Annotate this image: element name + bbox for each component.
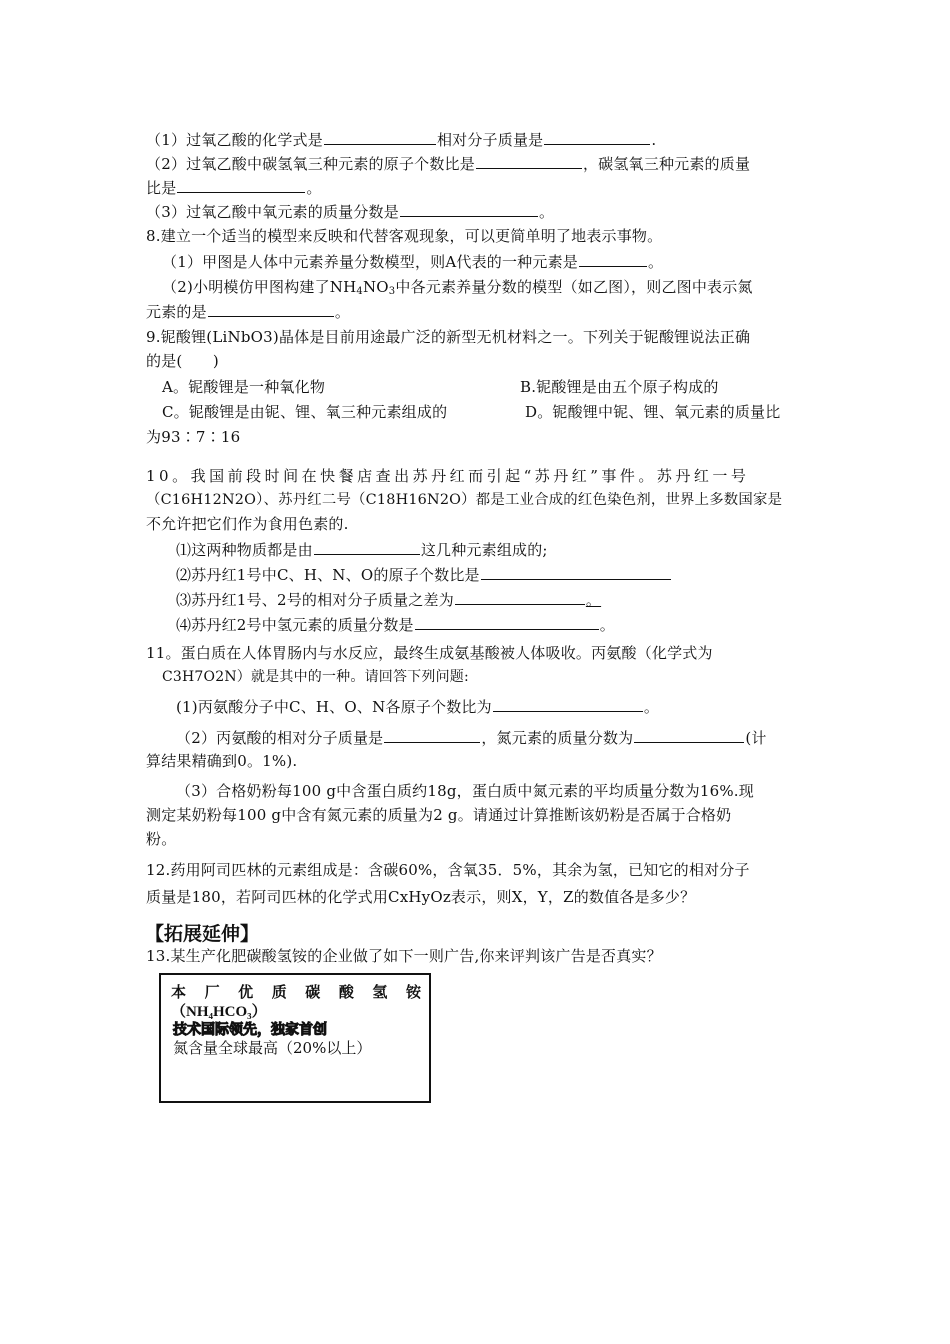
q11-line-5: 测定某奶粉每100 g中含有氮元素的质量为2 g。请通过计算推断该奶粉是否属于合格奶 (146, 806, 732, 824)
q10-stem-2: （C16H12N2O）、苏丹红二号（C18H16N2O）都是工业合成的红色染色剂，世界上多数国家是 (146, 492, 783, 508)
q11-line-6: 粉。 (146, 830, 177, 848)
ad-title-char: 铵 (405, 983, 421, 1001)
answer-blank[interactable] (324, 129, 436, 145)
q9-stem-2: 的是( ) (146, 352, 219, 370)
q11-text: （2）丙氨酸的相对分子质量是 (176, 729, 384, 747)
section-heading: 【拓展延伸】 (145, 923, 260, 945)
q9-option-b: B.铌酸锂是由五个原子构成的 (520, 378, 719, 396)
q12-line-1: 12.药用阿司匹林的元素组成是：含碳60%，含氧35．5%，其余为氢，已知它的相对分子 (146, 861, 750, 879)
q13-stem: 13.某生产化肥碳酸氢铵的企业做了如下一则广告,你来评判该广告是否真实？ (146, 947, 662, 965)
answer-blank[interactable] (208, 301, 334, 317)
q11-stem-1: 11。蛋白质在人体胃肠内与水反应，最终生成氨基酸被人体吸收。丙氨酸（化学式为 (146, 644, 713, 662)
q9-option-c: C。铌酸锂是由铌、锂、氧三种元素组成的 (162, 403, 448, 421)
answer-blank[interactable] (476, 153, 582, 169)
q10-text: ⑶苏丹红1号、2号的相对分子质量之差为 (176, 591, 454, 609)
ad-claim: 氮含量全球最高（20%以上） (173, 1039, 372, 1057)
q11-text: ，氮元素的质量分数为 (481, 729, 634, 747)
ad-formula: （NH₄HCO₃） (171, 1004, 267, 1020)
q10-line-3 (176, 589, 601, 610)
q10-text: 这几种元素组成的; (420, 541, 548, 559)
q8-text: NO (362, 278, 389, 296)
answer-blank[interactable] (400, 201, 538, 217)
q8-line-2 (162, 277, 753, 302)
answer-blank[interactable] (481, 564, 671, 580)
q10-text: ⑷苏丹红2号中氢元素的质量分数是 (176, 616, 414, 634)
q7-text: 。 (538, 203, 555, 221)
q9-stem-1: 9.铌酸锂(LiNbO3)晶体是目前用途最广泛的新型无机材料之一。下列关于铌酸锂说法正确 (146, 328, 751, 346)
q7-line-4 (146, 201, 554, 222)
q11-line-3: 算结果精确到0。1%). (146, 752, 298, 770)
q8-text: 。 (334, 303, 351, 321)
q7-line-3 (146, 177, 322, 198)
answer-blank[interactable] (177, 177, 305, 193)
q10-stem-1: 10。我国前段时间在快餐店查出苏丹红而引起“苏丹红”事件。苏丹红一号 (146, 467, 750, 485)
advertisement-box (159, 973, 431, 1103)
q10-line-1 (176, 539, 548, 560)
q12-line-2: 质量是180，若阿司匹林的化学式用CxHyOz表示，则X，Y，Z的数值各是多少？ (146, 888, 696, 906)
q8-text: 。 (647, 253, 664, 271)
q10-text: 。 (599, 616, 615, 634)
answer-blank[interactable] (415, 614, 599, 630)
answer-blank[interactable] (314, 539, 420, 555)
ad-title-char: 氢 (372, 983, 388, 1001)
ad-title-char: 质 (271, 983, 287, 1001)
answer-blank[interactable] (384, 727, 480, 743)
q11-line-4: （3）合格奶粉每100 g中含蛋白质约18g，蛋白质中氮元素的平均质量分数为16%.现 (176, 782, 754, 800)
q11-stem-2: C3H7O2N）就是其中的一种。请回答下列问题: (162, 669, 469, 685)
ad-title (171, 981, 421, 1002)
q9-option-d: D。铌酸锂中铌、锂、氧元素的质量比 (525, 403, 781, 421)
q10-line-2 (176, 564, 672, 585)
q11-line-1 (176, 696, 659, 717)
q7-text: ，碳氢氧三种元素的质量 (582, 155, 751, 173)
q7-text: 相对分子质量是 (436, 131, 544, 149)
q8-text: （1）甲图是人体中元素养量分数模型，则A代表的一种元素是 (162, 253, 578, 271)
q9-option-a: A。铌酸锂是一种氧化物 (162, 378, 326, 396)
q11-text: (1)丙氨酸分子中C、H、O、N各原子个数比为 (176, 698, 492, 716)
q10-line-4 (176, 614, 615, 635)
q11-text: (计 (745, 729, 767, 747)
ad-title-char: 厂 (204, 983, 220, 1001)
q10-text: ⑴这两种物质都是由 (176, 541, 313, 559)
ad-slogan: 技术国际领先，独家首创 (173, 1022, 327, 1038)
q10-stem-3: 不允许把它们作为食用色素的. (146, 515, 349, 533)
q8-line-1 (162, 251, 663, 272)
ad-title-char: 碳 (305, 983, 321, 1001)
q7-line-1 (146, 129, 656, 150)
q7-line-2 (146, 153, 750, 174)
q9-option-d-cont: 为93∶7∶16 (146, 428, 241, 446)
q8-text: （2)小明模仿甲图构建了NH (162, 278, 357, 296)
ad-title-char: 本 (171, 983, 187, 1001)
q11-text: 。 (643, 698, 660, 716)
q8-text: 中各元素养量分数的模型（如乙图），则乙图中表示氮 (395, 278, 753, 296)
subscript: 3 (388, 286, 396, 297)
q7-text: （1）过氧乙酸的化学式是 (146, 131, 323, 149)
q8-text: 元素的是 (146, 303, 207, 321)
subscript: 4 (356, 286, 363, 297)
answer-blank[interactable] (544, 129, 650, 145)
q8-line-3 (146, 301, 350, 322)
ad-title-char: 优 (238, 983, 254, 1001)
answer-blank[interactable] (455, 589, 585, 605)
ad-title-char: 酸 (338, 983, 354, 1001)
q7-text: . (651, 131, 657, 149)
q7-text: （3）过氧乙酸中氧元素的质量分数是 (146, 203, 399, 221)
q7-text: 。 (306, 179, 322, 197)
q11-line-2 (176, 727, 767, 748)
answer-blank[interactable] (579, 251, 647, 267)
q10-text: 。 (585, 591, 602, 609)
q7-text: 比是 (146, 179, 177, 197)
q7-text: （2）过氧乙酸中碳氢氧三种元素的原子个数比是 (146, 155, 475, 173)
answer-blank[interactable] (493, 696, 643, 712)
q8-stem: 8.建立一个适当的模型来反映和代替客观现象，可以更简单明了地表示事物。 (146, 227, 663, 245)
q10-text: ⑵苏丹红1号中C、H、N、O的原子个数比是 (176, 566, 480, 584)
answer-blank[interactable] (634, 727, 744, 743)
